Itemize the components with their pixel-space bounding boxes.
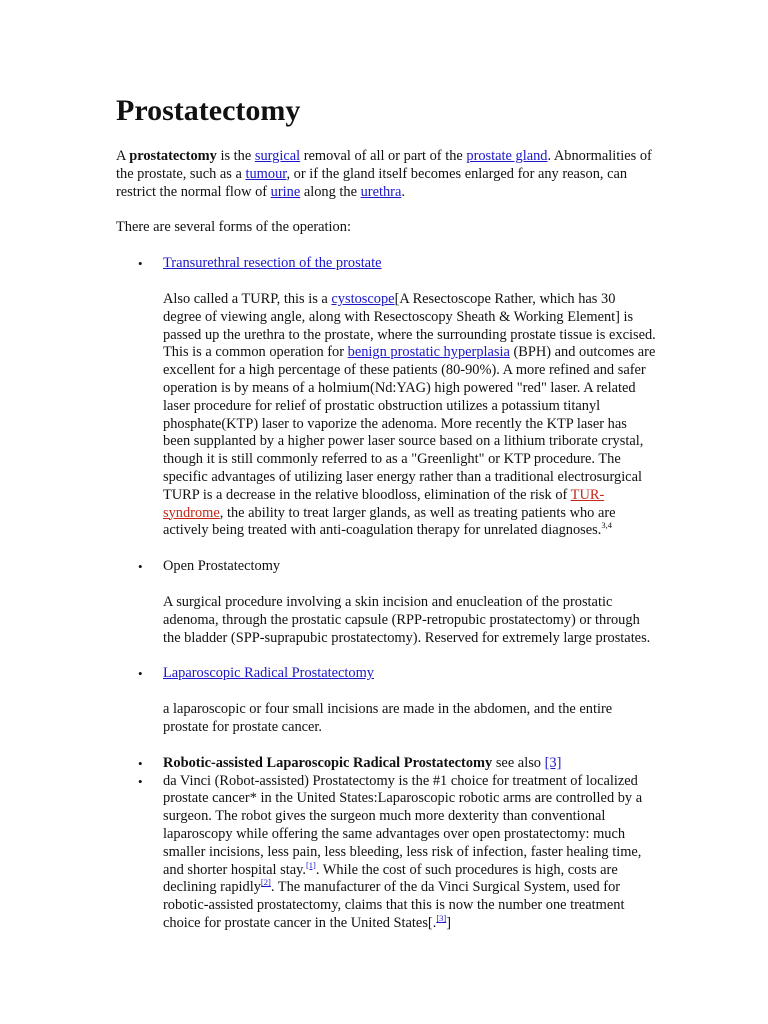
intro-paragraph: A prostatectomy is the surgical removal of all or part of the prostate gland. Abnormalities of the prostate, such as a tumour, or if the gland itself becomes enlarged for any reason, can restrict the normal flow of urine along the urethra. [116, 148, 652, 200]
link-laparoscopic[interactable]: Laparoscopic Radical Prostatectomy [163, 665, 374, 682]
bullet-icon: • [138, 755, 143, 771]
open-heading: Open Prostatectomy [163, 558, 281, 575]
bold-term: prostatectomy [129, 148, 217, 164]
ref-link-3[interactable]: [3] [544, 754, 562, 771]
list-item-turp [116, 255, 656, 540]
bullet-icon: • [138, 773, 143, 789]
link-surgical[interactable]: surgical [254, 148, 301, 164]
document-page [116, 92, 656, 933]
list-item-davinci: • da Vinci (Robot-assisted) Prostatectomy is the #1 choice for treatment of localized prostate cancer* in the United States:Laparoscopic robotic arms are controlled by a surgeon. The robot gives the surgeon much more dexterity than conventional laparoscopy while offering the same advantages over open prostatectomy: much smaller incisions, less pain, less bleeding, less risk of infection, faster healing time, and shorter hospital stay.[1]. While the cost of such procedures is high, costs are declining rapidly[2]. The manufacturer of the da Vinci Surgical System, used for robotic-assisted prostatectomy, claims that this is now the number one treatment choice for prostate cancer in the United States[.[3]] [138, 772, 643, 931]
laparoscopic-description: a laparoscopic or four small incisions are made in the abdomen, and the entire prostate for prostate cancer. [163, 701, 613, 735]
link-bph[interactable]: benign prostatic hyperplasia [347, 344, 510, 361]
footnote-ref: 3,4 [601, 520, 612, 531]
link-cystoscope[interactable]: cystoscope [331, 290, 395, 307]
page-title: Prostatectomy [116, 94, 301, 127]
ref-link-2[interactable]: [2] [260, 877, 271, 888]
list-item-robotic: • Robotic-assisted Laparoscopic Radical Prostatectomy see also [3] [138, 754, 562, 771]
ref-link-3b[interactable]: [3] [436, 912, 447, 923]
link-prostate-gland[interactable]: prostate gland [466, 148, 548, 164]
link-urethra[interactable]: urethra [360, 183, 402, 200]
ref-link-1[interactable]: [1] [305, 859, 316, 870]
link-tumour[interactable]: tumour [245, 165, 287, 182]
link-urine[interactable]: urine [270, 183, 301, 200]
bullet-icon: • [138, 666, 143, 682]
link-turp[interactable]: Transurethral resection of the prostate [163, 255, 382, 272]
open-description: A surgical procedure involving a skin incision and enucleation of the prostatic adenoma, through the prostatic capsule (RPP-retropubic prostatectomy) or through the bladder (SPP-suprapubic prostatectomy). Reserved for extremely large prostates. [163, 593, 651, 646]
bullet-icon: • [138, 559, 143, 575]
link-tur-syndrome[interactable]: TUR-syndrome [163, 486, 605, 521]
robotic-heading: Robotic-assisted Laparoscopic Radical Prostatectomy [163, 754, 493, 771]
forms-intro: There are several forms of the operation: [116, 219, 351, 236]
bullet-icon: • [138, 256, 143, 272]
turp-description: Also called a TURP, this is a cystoscope[A Resectoscope Rather, which has 30 degree of viewing angle, along with Resectoscopy Sheath & Working Element] is passed up the urethra to the prostate, where the surrounding prostate tissue is excised. This is a common operation for benign prostatic hyperplasia (BPH) and outcomes are excellent for a high percentage of these patients (80-90%). A more refined and safer operation is by means of a holmium(Nd:YAG) high powered "red" laser. A related laser procedure for relief of prostatic obstruction utilizes a potassium titanyl phosphate(KTP) laser to vaporize the adenoma. More recently the KTP laser has been supplanted by a higher power laser source based on a lithium triborate crystal, though it is still commonly referred to as a "Greenlight" or KTP procedure. The specific advantages of utilizing laser energy rather than a traditional electrosurgical TURP is a decrease in the relative bloodloss, elimination of the risk of TUR-syndrome, the ability to treat larger glands, as well as treating patients who are actively being treated with anti-coagulation therapy for unrelated diagnoses.$^{3,4}$ [163, 290, 656, 539]
list-item-open [116, 558, 656, 647]
forms-list [116, 255, 656, 933]
list-item-laparoscopic [116, 665, 656, 736]
